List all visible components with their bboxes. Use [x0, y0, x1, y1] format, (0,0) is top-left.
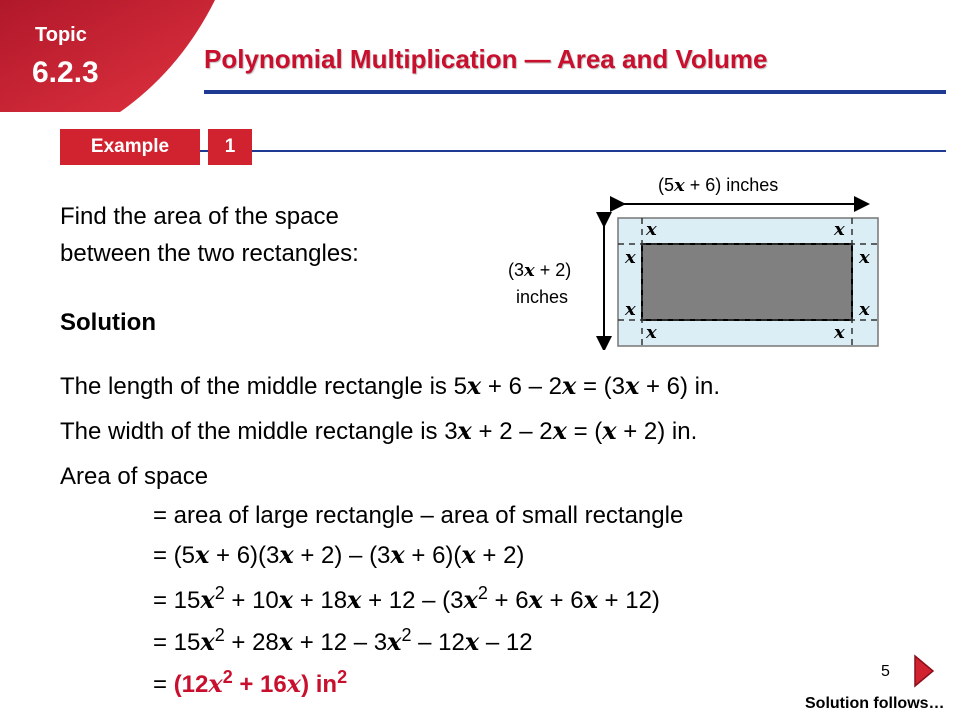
inner-rectangle: [642, 244, 852, 320]
x-label-left-lower: x: [625, 299, 636, 320]
page-title: Polynomial Multiplication — Area and Volume: [204, 44, 768, 74]
step-2: = (5x + 6)(3x + 2) – (3x + 6)(x + 2): [153, 540, 525, 569]
x-label-right-upper: x: [859, 247, 870, 268]
step-4: = $15x^2 + 28x + 12 - 3x^2 - 12x - 12$: [153, 625, 533, 656]
side-dimension-unit: inches: [516, 287, 569, 307]
x-label-bottom-left: x: [646, 322, 657, 343]
width-line: The width of the middle rectangle is 3x + 2 – 2x = (x + 2) in.: [60, 416, 698, 445]
rectangles-diagram: [590, 192, 890, 350]
problem-line-1: Find the area of the space: [60, 203, 339, 230]
x-label-top-left: x: [646, 219, 657, 240]
step-3: = $15x^2 + 10x + 18x + 12 - (3x^2 + 6x + 6x + 12)$: [153, 583, 660, 614]
top-dimension-label: (5x + 6) inches: [658, 175, 779, 196]
x-label-left-upper: x: [625, 247, 636, 268]
example-number-badge: 1: [208, 129, 252, 165]
x-label-right-lower: x: [859, 299, 870, 320]
x-label-top-right: x: [834, 219, 845, 240]
example-badge: Example: [60, 129, 200, 165]
solution-heading: Solution: [60, 309, 156, 336]
x-label-bottom-right: x: [834, 322, 845, 343]
length-line: The length of the middle rectangle is 5x + 6 – 2x = (3x + 6) in.: [60, 371, 721, 400]
next-arrow-icon[interactable]: [913, 654, 935, 688]
next-hint: Solution follows…: [805, 695, 945, 712]
title-rule: [204, 90, 946, 94]
topic-number: 6.2.3: [32, 56, 99, 89]
step-1: = area of large rectangle – area of small rectangle: [153, 502, 684, 529]
topic-label: Topic: [35, 24, 87, 46]
area-label: Area of space: [60, 463, 209, 490]
side-dimension-label: (3x + 2): [508, 260, 572, 281]
step-5-answer: = $(12x^2 + 16x)$ $in^2$: [153, 667, 348, 698]
page-number: 5: [881, 663, 890, 680]
problem-line-2: between the two rectangles:: [60, 240, 359, 267]
